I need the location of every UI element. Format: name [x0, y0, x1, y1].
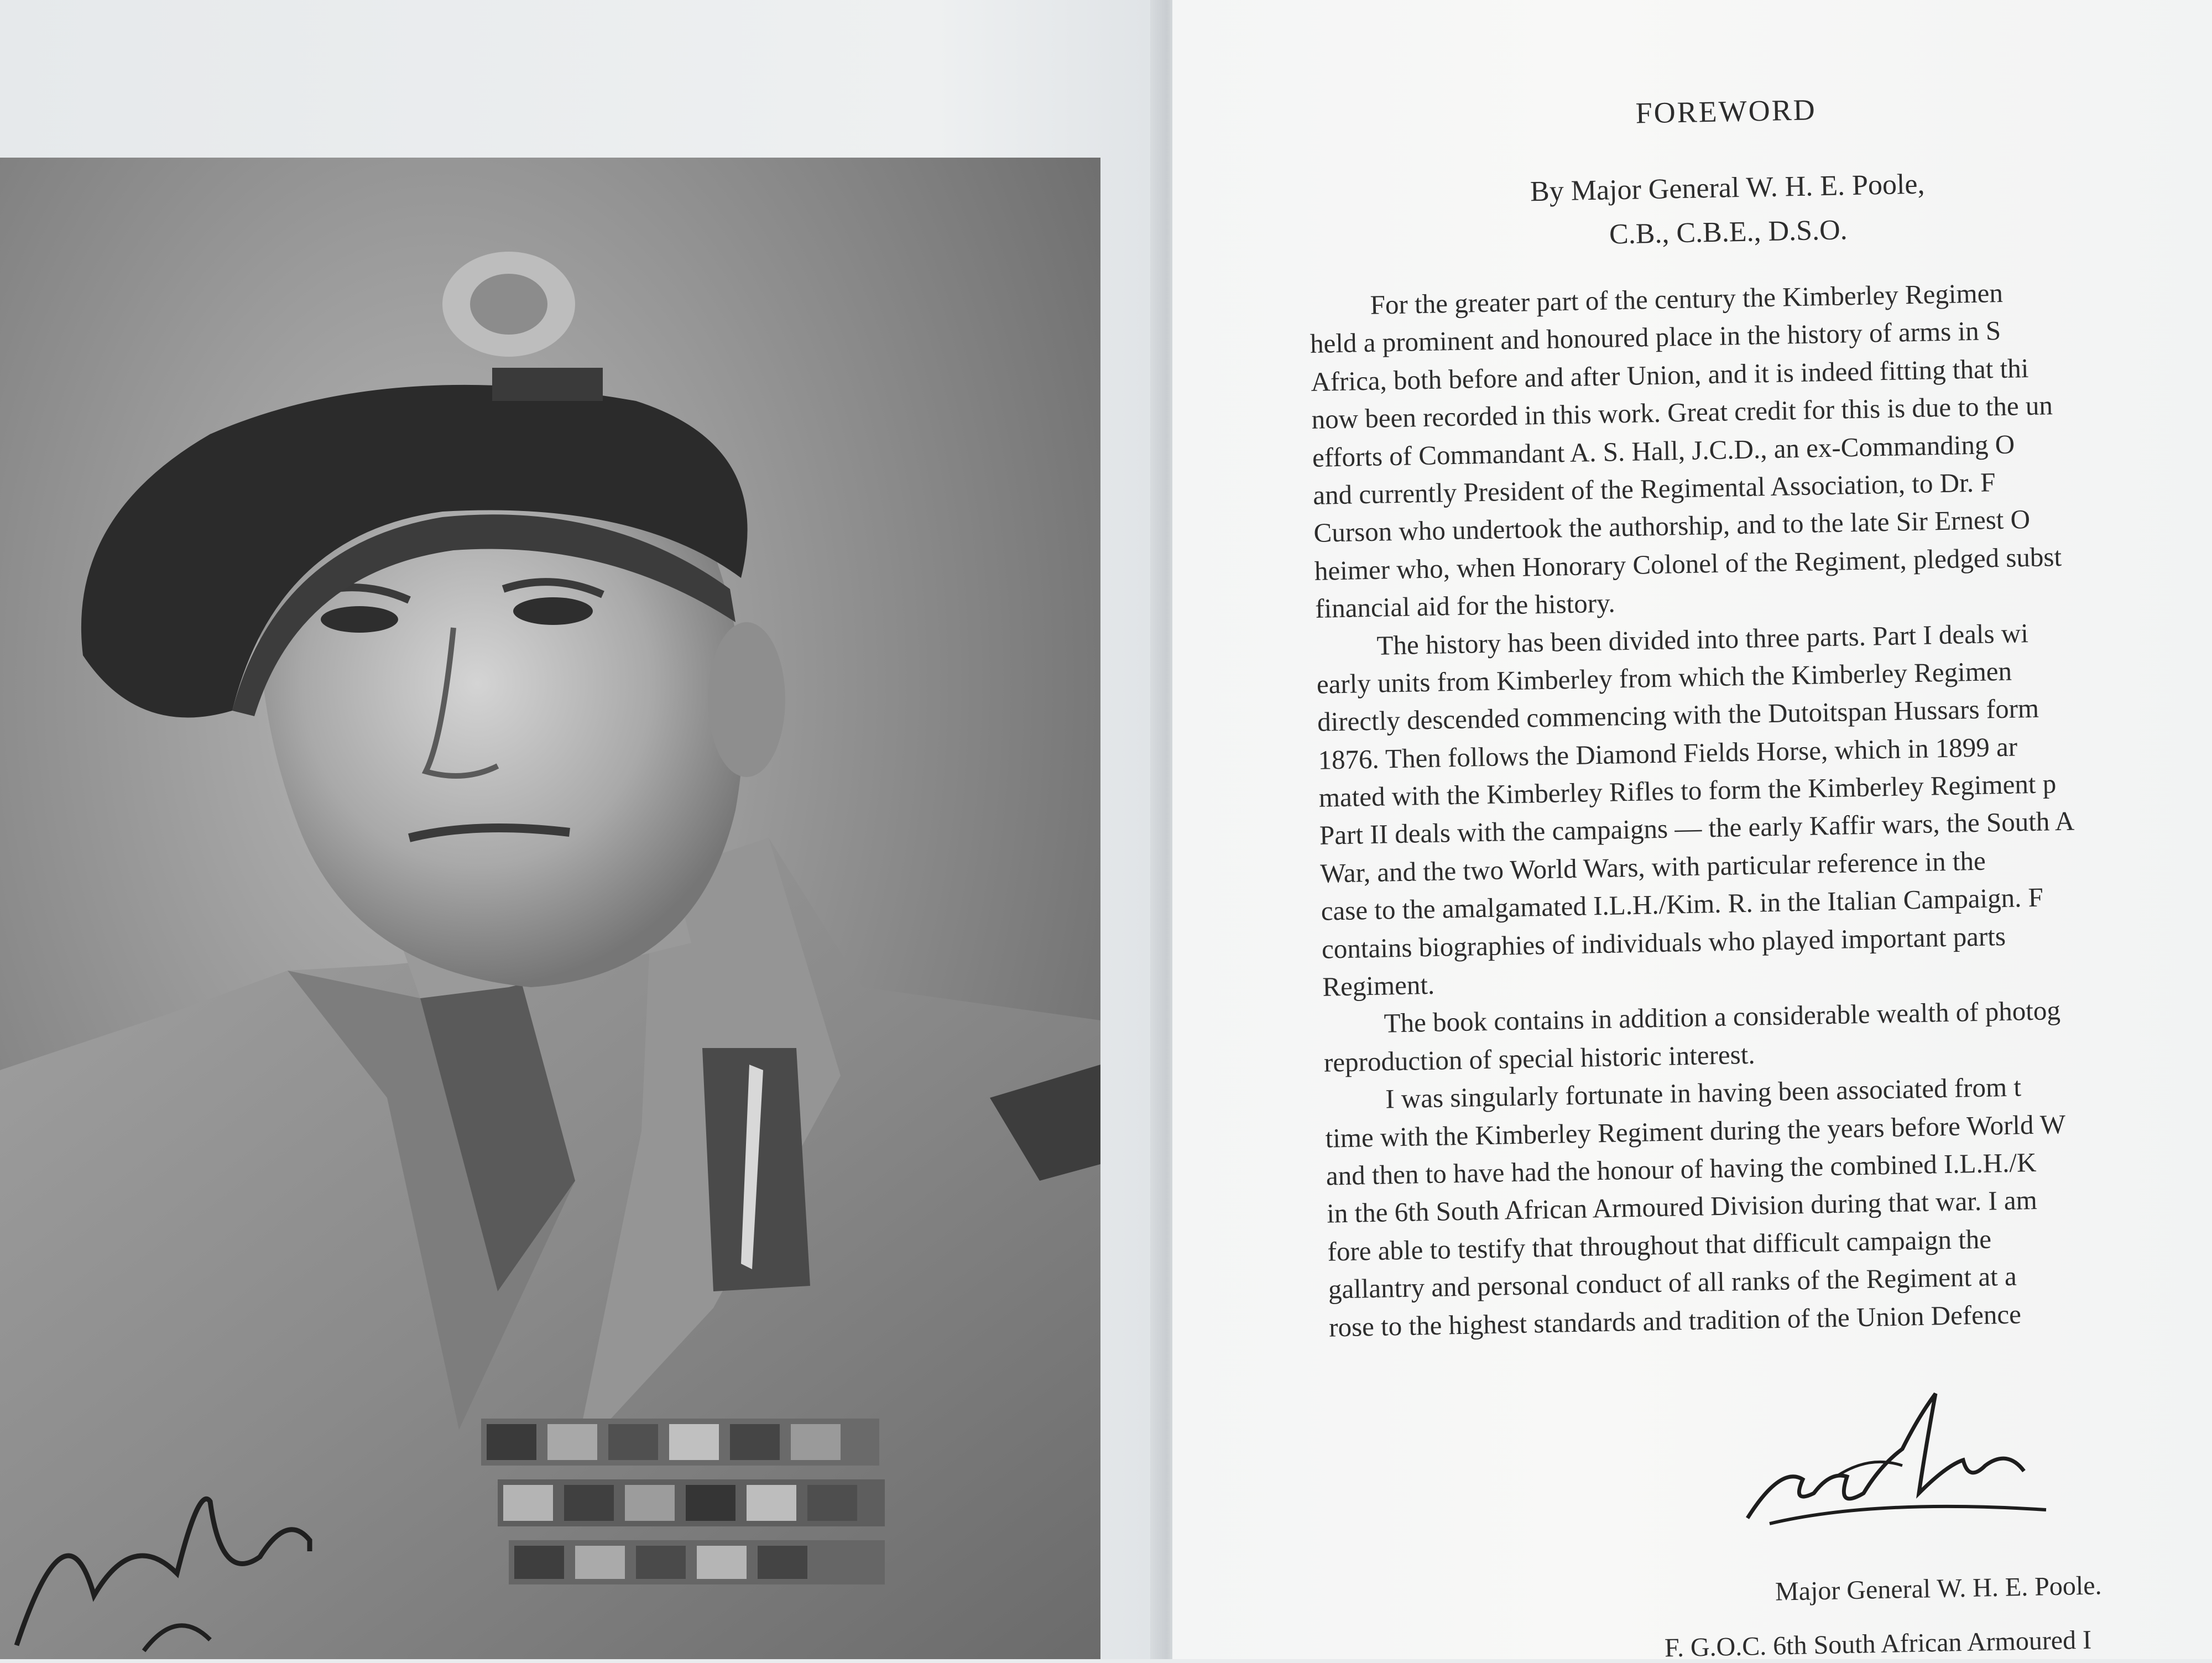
portrait-drawing — [0, 158, 1100, 1659]
body-line: held a prominent and honoured place in the history of arms in S — [1310, 315, 2001, 359]
author-line: By Major General W. H. E. Poole, — [1530, 168, 1925, 208]
body-line: directly descended commencing with the Dutoitspan Hussars form — [1317, 693, 2039, 738]
body-line: in the 6th South African Armoured Division during that war. I am — [1326, 1185, 2038, 1229]
body-line: reproduction of special historic interest. — [1323, 1039, 1756, 1078]
body-line: financial aid for the history. — [1314, 587, 1616, 624]
foreword-body — [1309, 269, 2212, 1347]
body-line: and currently President of the Regimental Association, to Dr. F — [1312, 467, 1996, 510]
body-line: early units from Kimberley from which the Kimberley Regimen — [1316, 655, 2012, 700]
body-line: and then to have had the honour of having the combined I.L.H./K — [1326, 1146, 2037, 1191]
body-line: time with the Kimberley Regiment during the years before World W — [1325, 1108, 2066, 1154]
body-line: case to the amalgamated I.L.H./Kim. R. in the Italian Campaign. F — [1321, 882, 2044, 926]
medal-ribbons — [481, 1419, 885, 1584]
body-line: Part II deals with the campaigns — the early Kaffir wars, the South A — [1319, 806, 2075, 851]
signer-name: Major General W. H. E. Poole. — [1775, 1571, 2103, 1607]
foreword-signature — [1736, 1383, 2068, 1549]
body-line: rose to the highest standards and tradition of the Union Defence — [1328, 1299, 2022, 1343]
body-line: I was singularly fortunate in having been associated from t — [1385, 1071, 2022, 1114]
body-line: fore able to testify that throughout that difficult campaign the — [1327, 1223, 1992, 1267]
body-line: contains biographies of individuals who played important parts — [1321, 920, 2006, 965]
foreword-title: FOREWORD — [1635, 93, 1817, 130]
body-line: War, and the two World Wars, with particular reference in the — [1319, 845, 1986, 889]
body-line: Africa, both before and after Union, and it is indeed fitting that thi — [1310, 352, 2029, 397]
body-line: Regiment. — [1322, 969, 1435, 1002]
signer-role: F. G.O.C. 6th South African Armoured I — [1664, 1625, 2092, 1663]
author-decorations: C.B., C.B.E., D.S.O. — [1609, 214, 1848, 251]
body-line: Curson who undertook the authorship, and to the late Sir Ernest O — [1313, 504, 2031, 549]
body-line: For the greater part of the century the Kimberley Regimen — [1370, 277, 2004, 320]
body-line: gallantry and personal conduct of all ranks of the Regiment at a — [1328, 1260, 2017, 1305]
body-line: The book contains in addition a considerable wealth of photog — [1384, 995, 2061, 1039]
body-line: now been recorded in this work. Great credit for this is due to the un — [1311, 390, 2053, 435]
portrait-photograph — [0, 158, 1100, 1659]
body-line: The history has been divided into three parts. Part I deals wi — [1376, 617, 2029, 661]
body-line: 1876. Then follows the Diamond Fields Horse, which in 1899 ar — [1317, 731, 2018, 775]
body-line: mated with the Kimberley Rifles to form the Kimberley Regiment p — [1318, 768, 2057, 813]
body-line: heimer who, when Honorary Colonel of the Regiment, pledged subst — [1314, 541, 2062, 586]
body-line: efforts of Commandant A. S. Hall, J.C.D., an ex-Commanding O — [1312, 429, 2015, 473]
